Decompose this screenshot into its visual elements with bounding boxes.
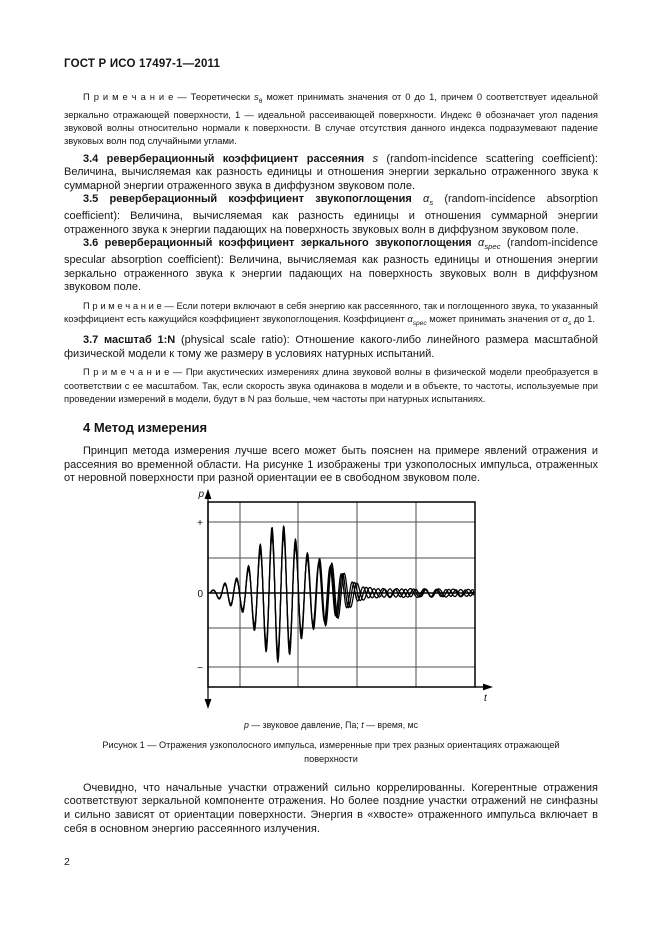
term-3-7-paragraph: 3.7 масштаб 1:N (physical scale ratio): Отношение какого-либо линейного размера масштабной физической модели к тому же размеру в условиях натурных испытаний. (64, 334, 598, 360)
term-3-4-paragraph: 3.4 реверберационный коэффициент рассеяния s (random-incidence scattering coefficient): Величина, вычисляемая как разность единицы и отношения энергии зеркально отраженного звука к суммарной энергии отраженного звука в диффузном звуковом поле. (64, 152, 598, 192)
figure-legend: p — звуковое давление, Па; t — время, мс (243, 719, 419, 730)
term-3-5-paragraph: 3.5 реверберационный коэффициент звукопоглощения $\alpha_s$ (random-incidence absorption coefficient): Величина, вычисляемая как разность единицы и отношения суммарной энергии отраженного звука к энергии падающих на поверхность звуковых волн в диффузном звуковом поле. (64, 193, 598, 236)
plus-label: + (197, 517, 203, 529)
figure-caption: Рисунок 1 — Отражения узкополосного импульса, измеренные при трех разных ориентациях отражающей поверхности (102, 739, 560, 764)
term-3-6-paragraph: 3.6 реверберационный коэффициент зеркального звукопоглощения $\alpha_{spec}$ (random-incidence specular absorption coefficient): Величина, вычисляемая как разность единицы и отношения энергии зеркально отраженного звука к энергии падающих на поверхность звуковых волн в диффузном звуковом поле. (64, 237, 598, 294)
page-number: 2 (64, 856, 70, 869)
axis-arrow-up-icon (205, 489, 212, 499)
note-theta-paragraph: П р и м е ч а н и е — Теоретически $s_\theta$ может принимать значения от 0 до 1, причем 0 соответствует идеальной зеркально отражающей поверхности, 1 — идеальной рассеивающей поверхности. Индекс θ обозначает угол падения звуковой волны относительно нормали к поверхности. В случае отсутствия данного индекса подразумевают падение звуковых волн под случайными углами. (64, 91, 598, 147)
pressure-axis-label: p (198, 488, 204, 500)
note-scale-paragraph: П р и м е ч а н и е — При акустических измерениях длина звуковой волны в физической модели преобразуется в соответствии с ее масштабом. Так, если скорость звука одинакова в модели и в объекте, то частоты, используемые при проведении измерений в модели, будут в N раз больше, чем частоты при натурных испытаниях. (64, 366, 598, 404)
axis-arrow-down-icon (205, 699, 212, 709)
waveform-traces (210, 526, 474, 662)
pulse-reflection-plot (190, 488, 500, 711)
axis-arrow-right-icon (483, 683, 493, 690)
method-intro-paragraph: Принцип метода измерения лучше всего может быть пояснен на примере явлений отражения и рассеяния во временной области. На рисунке 1 изображены три узкополосных импульса, отраженных от неровной поверхности при разной ориентации ее в свободном звуковом поле. (64, 445, 598, 485)
pulse-trace (210, 531, 474, 656)
zero-label: 0 (197, 588, 203, 600)
section-4-heading: 4 Метод измерения (83, 420, 208, 436)
running-header: ГОСТ Р ИСО 17497-1—2011 (64, 58, 221, 70)
time-axis-label: t (484, 692, 487, 704)
figure-1 (190, 488, 500, 711)
conclusion-paragraph: Очевидно, что начальные участки отражений сильно коррелированны. Когерентные отражения соответствуют зеркальной компоненте отражения. Но более поздние участки отражений не синфазны и сильно зависят от ориентации поверхности. Энергия в «хвосте» отраженного импульса включает в себя в основном энергию рассеянного излучения. (64, 781, 598, 835)
note-spec-paragraph: П р и м е ч а н и е — Если потери включают в себя энергию как рассеянного, так и поглощенного звука, то указанный коэффициент есть кажущийся коэффициент звукопоглощения. Коэффициент $\alpha_{spec}$ может принимать значения от $\alpha_s$ до 1. (64, 300, 598, 328)
minus-label: − (197, 662, 203, 674)
